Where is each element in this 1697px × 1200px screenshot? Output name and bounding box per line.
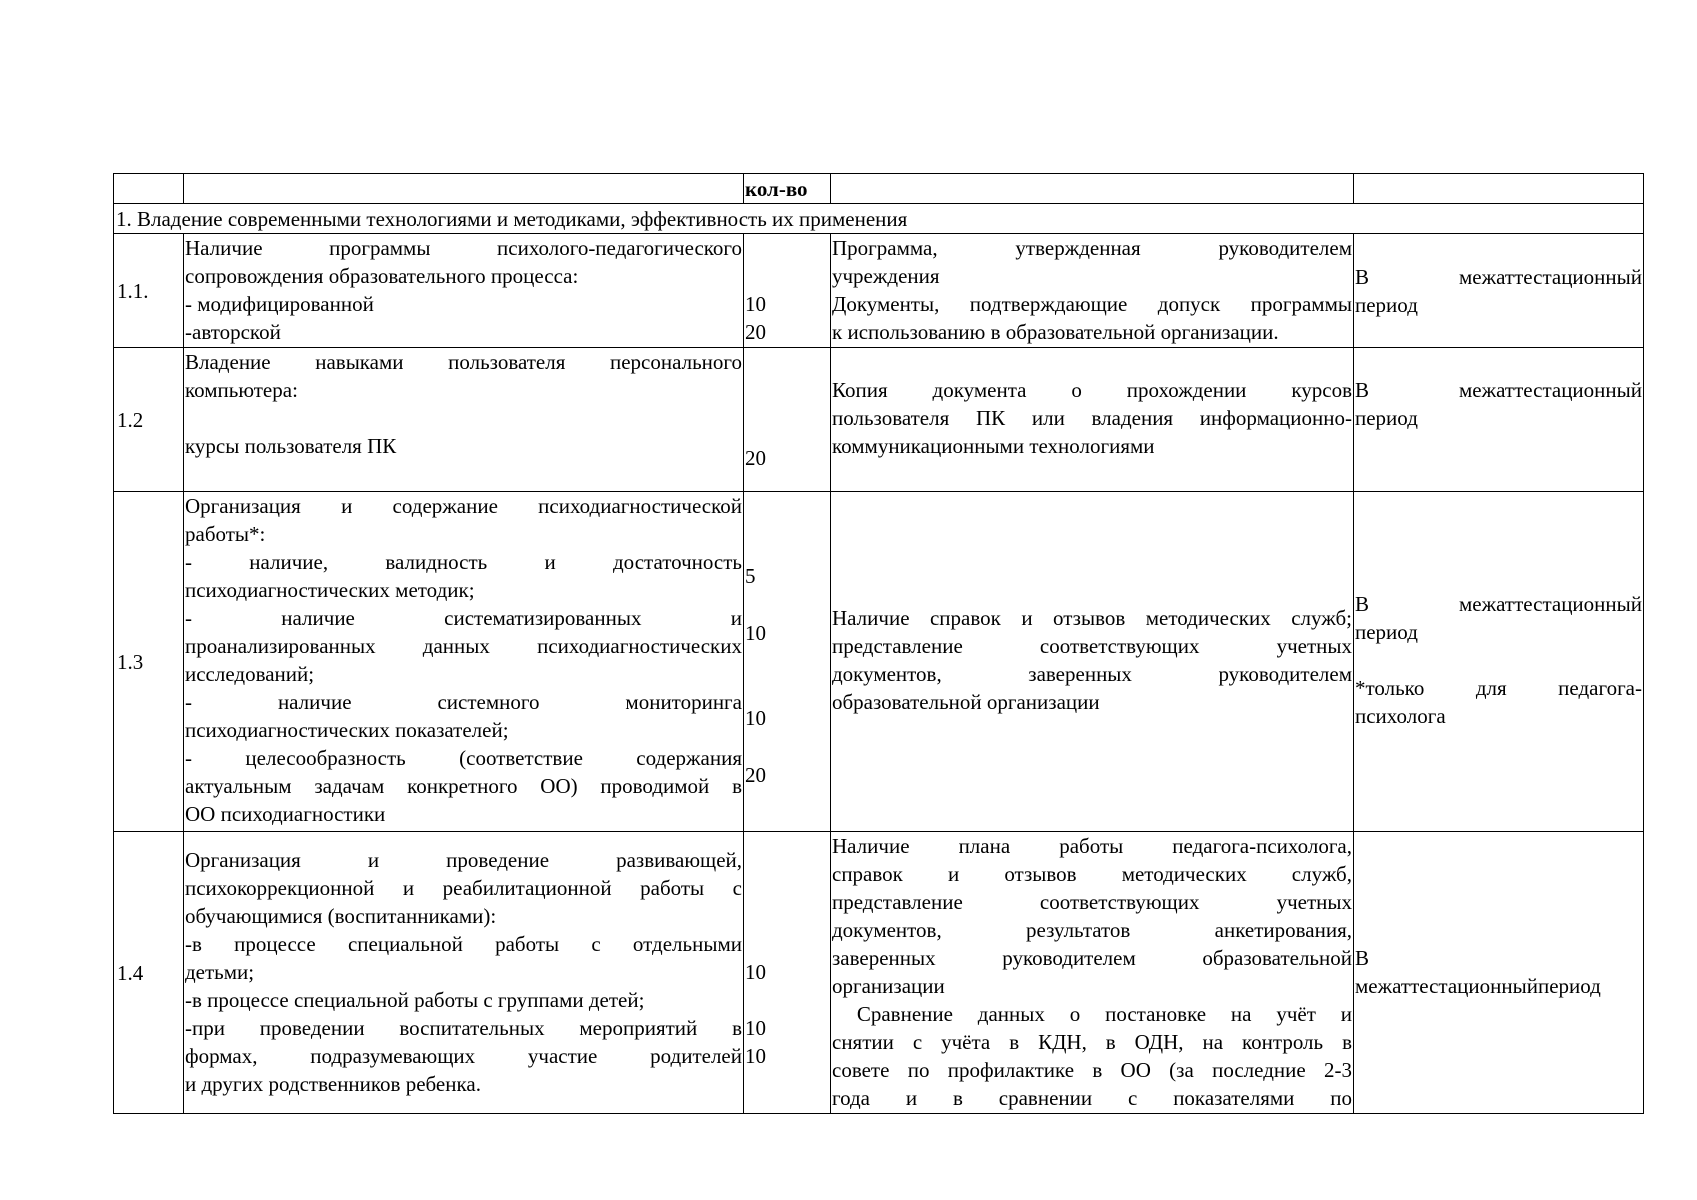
evidence-line: Сравнение данных о постановке на учёт и xyxy=(832,1002,1352,1026)
period-cell xyxy=(1354,832,1644,1114)
points-value: 10 xyxy=(745,621,766,645)
criterion-line: компьютера: xyxy=(185,378,298,402)
evidence-line: документов, результатов анкетирования, xyxy=(832,918,1352,942)
table-row xyxy=(114,492,1644,832)
evidence-line: организации xyxy=(832,974,945,998)
period-cell xyxy=(1354,234,1644,348)
criterion-line: и других родственников ребенка. xyxy=(185,1072,481,1096)
table-row xyxy=(114,234,1644,348)
row-number: 1.2 xyxy=(114,348,184,492)
period-line: период xyxy=(1355,292,1418,317)
evidence-line: Документы, подтверждающие допуск программы xyxy=(832,292,1352,316)
points-cell xyxy=(744,832,831,1114)
header-cell-num xyxy=(114,174,184,204)
evidence-cell xyxy=(831,348,1354,492)
evidence-line: совете по профилактике в ОО (за последние 2-3 xyxy=(832,1058,1352,1082)
section-title-row xyxy=(114,204,1644,234)
criterion-line: - наличие систематизированных и xyxy=(185,606,742,630)
period-line: В межаттестационный xyxy=(1355,592,1642,616)
row-number: 1.3 xyxy=(114,492,184,832)
criterion-line: психокоррекционной и реабилитационной работы с xyxy=(185,876,742,900)
points-cell xyxy=(744,234,831,348)
points-value: 10 xyxy=(745,292,766,316)
evidence-line: документов, заверенных руководителем xyxy=(832,662,1352,686)
period-line: межаттестационныйпериод xyxy=(1355,974,1601,998)
period-line: психолога xyxy=(1355,704,1446,728)
points-value: 20 xyxy=(745,763,766,787)
criterion-line: психодиагностических показателей; xyxy=(185,718,509,742)
points-value: 10 xyxy=(745,1016,766,1040)
evidence-line: Наличие справок и отзывов методических служб; xyxy=(832,606,1352,630)
criterion-line: психодиагностических методик; xyxy=(185,578,475,602)
evidence-cell xyxy=(831,492,1354,832)
period-line: В межаттестационный xyxy=(1355,378,1642,402)
criterion-line: -в процессе специальной работы с группами детей; xyxy=(185,988,645,1012)
evidence-line: справок и отзывов методических служб, xyxy=(832,862,1352,886)
points-value: 5 xyxy=(745,564,756,588)
criterion-line: -при проведении воспитательных мероприятий в xyxy=(185,1016,742,1040)
table-row xyxy=(114,348,1644,492)
evidence-line: представление соответствующих учетных xyxy=(832,634,1352,658)
evidence-line: заверенных руководителем образовательной xyxy=(832,946,1352,970)
criterion-cell xyxy=(184,234,744,348)
evidence-line: образовательной организации xyxy=(832,690,1100,714)
period-line: период xyxy=(1355,620,1418,644)
points-value: 20 xyxy=(745,320,766,344)
points-value: 10 xyxy=(745,1044,766,1068)
criterion-line: актуальным задачам конкретного ОО) проводимой в xyxy=(185,774,742,798)
table-header-row xyxy=(114,174,1644,204)
criterion-line: Наличие программы психолого-педагогического xyxy=(185,236,742,260)
criterion-line: формах, подразумевающих участие родителей xyxy=(185,1044,742,1068)
qty-label: кол-во xyxy=(745,177,808,201)
section-title: 1. Владение современными технологиями и методиками, эффективность их применения xyxy=(114,204,1644,234)
period-line: *только для педагога- xyxy=(1355,676,1642,700)
points-cell xyxy=(744,492,831,832)
evidence-line: представление соответствующих учетных xyxy=(832,890,1352,914)
period-line: период xyxy=(1355,406,1418,430)
criterion-line: Организация и содержание психодиагностической xyxy=(185,494,742,518)
period-cell xyxy=(1354,492,1644,832)
period-line: В межаттестационный xyxy=(1355,264,1642,289)
points-value: 10 xyxy=(745,706,766,730)
evidence-line: снятии с учёта в КДН, в ОДН, на контроль в xyxy=(832,1030,1352,1054)
evidence-line: коммуникационными технологиями xyxy=(832,434,1155,458)
criterion-cell xyxy=(184,348,744,492)
criterion-line: - целесообразность (соответствие содержания xyxy=(185,746,742,770)
criteria-table xyxy=(113,173,1644,1114)
evidence-line: пользователя ПК или владения информационно- xyxy=(832,406,1352,430)
header-cell-evidence xyxy=(831,174,1354,204)
criterion-line: -в процессе специальной работы с отдельными xyxy=(185,932,742,956)
criterion-line: сопровождения образовательного процесса: xyxy=(185,264,579,288)
evidence-line: Копия документа о прохождении курсов xyxy=(832,378,1352,402)
criterion-line: Владение навыками пользователя персонального xyxy=(185,350,742,374)
evidence-line: к использованию в образовательной организации. xyxy=(832,320,1279,344)
points-value: 20 xyxy=(745,446,766,470)
criterion-line: - наличие, валидность и достаточность xyxy=(185,550,742,574)
criterion-line: ОО психодиагностики xyxy=(185,802,386,826)
period-line: В xyxy=(1355,946,1370,970)
criterion-line: обучающимися (воспитанниками): xyxy=(185,904,497,928)
points-value: 10 xyxy=(745,960,766,984)
criterion-line: детьми; xyxy=(185,960,255,984)
header-cell-period xyxy=(1354,174,1644,204)
criterion-cell xyxy=(184,492,744,832)
evidence-line: Программа, утвержденная руководителем xyxy=(832,236,1352,260)
period-cell xyxy=(1354,348,1644,492)
row-number: 1.4 xyxy=(114,832,184,1114)
document-page xyxy=(113,173,1643,1114)
criterion-line: проанализированных данных психодиагностических xyxy=(185,634,742,658)
criterion-line: -авторской xyxy=(185,320,281,344)
table-row xyxy=(114,832,1644,1114)
evidence-cell xyxy=(831,832,1354,1114)
evidence-line: Наличие плана работы педагога-психолога, xyxy=(832,834,1352,858)
header-cell-criterion xyxy=(184,174,744,204)
criterion-line: курсы пользователя ПК xyxy=(185,434,397,458)
evidence-line: года и в сравнении с показателями по xyxy=(832,1086,1352,1110)
evidence-line: учреждения xyxy=(832,264,940,288)
points-cell xyxy=(744,348,831,492)
header-cell-qty xyxy=(744,174,831,204)
criterion-line: работы*: xyxy=(185,522,266,546)
criterion-line: - модифицированной xyxy=(185,292,374,316)
criterion-line: - наличие системного мониторинга xyxy=(185,690,742,714)
criterion-cell xyxy=(184,832,744,1114)
criterion-line: Организация и проведение развивающей, xyxy=(185,848,742,872)
criterion-line: исследований; xyxy=(185,662,315,686)
evidence-cell xyxy=(831,234,1354,348)
row-number: 1.1. xyxy=(114,234,184,348)
